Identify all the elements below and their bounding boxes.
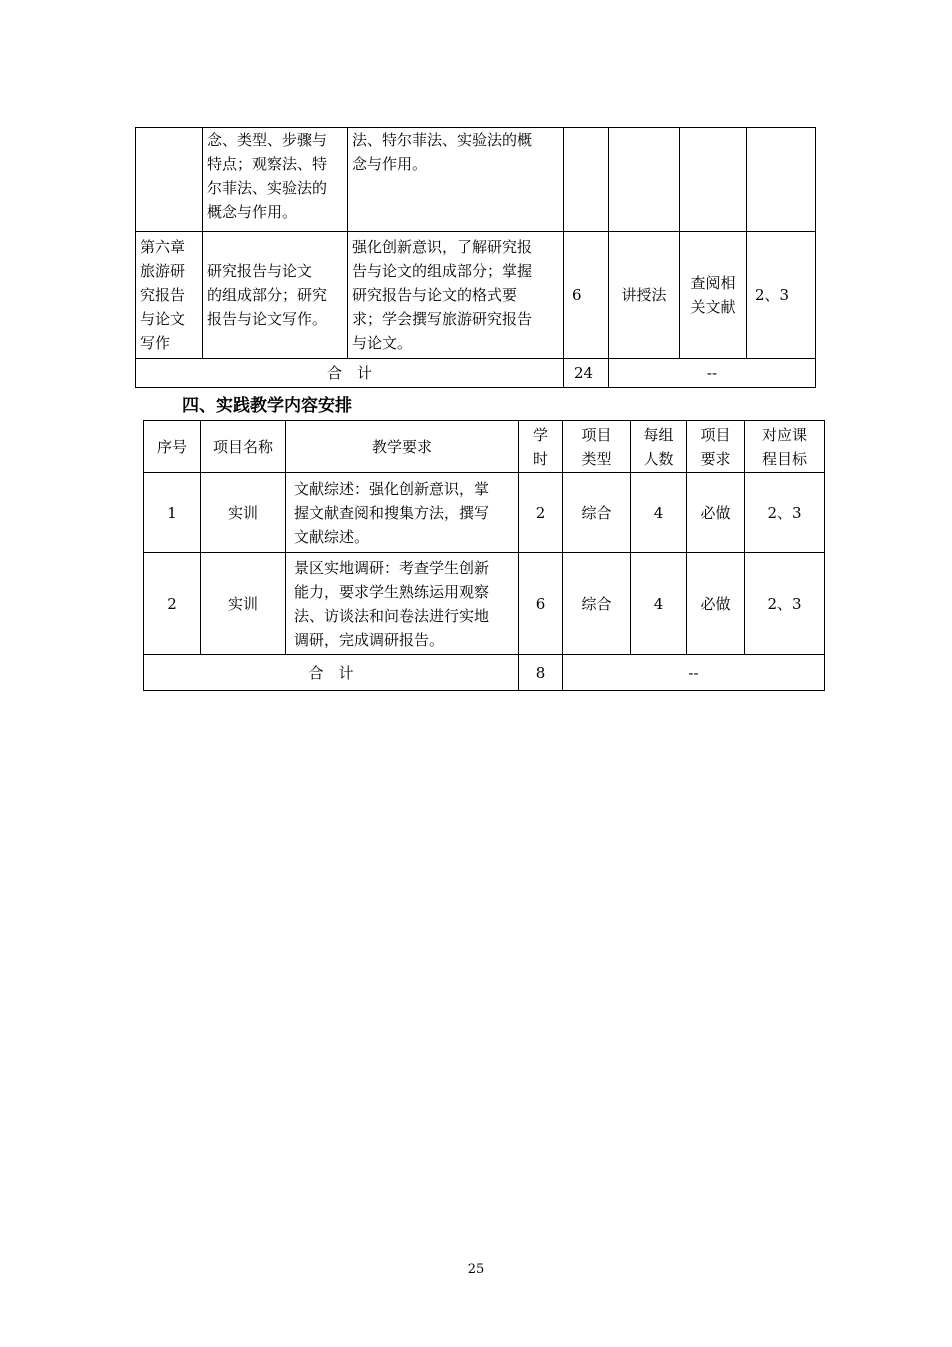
row-no: 2 [144,553,201,655]
table-header-row [144,421,825,473]
total-rest: -- [609,359,816,388]
course-content-table [135,127,816,388]
total-rest: -- [563,655,825,691]
table-cell [680,128,747,232]
row-req: 景区实地调研：考查学生创新 能力，要求学生熟练运用观察 法、访谈法和问卷法进行实地 调研，完成调研报告。 [286,553,519,655]
row-type: 综合 [563,473,631,553]
goal-cell: 2、3 [747,232,816,359]
total-hours: 24 [564,359,609,388]
table-cell [609,128,680,232]
header-group: 每组 人数 [631,421,687,473]
header-no: 序号 [144,421,201,473]
table-row [144,473,825,553]
row-required: 必做 [687,553,745,655]
row-req: 文献综述：强化创新意识，掌 握文献查阅和搜集方法，撰写 文献综述。 [286,473,519,553]
method-cell: 讲授法 [609,232,680,359]
homework-cell: 查阅相 关文献 [680,232,747,359]
row-group: 4 [631,553,687,655]
chapter-content-cell: 研究报告与论文 的组成部分；研究 报告与论文写作。 [203,232,348,359]
table-row [136,128,816,232]
table-cell [564,128,609,232]
row-name: 实训 [201,553,286,655]
hours-cell: 6 [564,232,609,359]
table-total-row [144,655,825,691]
row-hours: 6 [519,553,563,655]
table-total-row [136,359,816,388]
chapter-objectives-cell: 强化创新意识，了解研究报 告与论文的组成部分；掌握 研究报告与论文的格式要 求；学会撰写旅游研究报告 与论文。 [348,232,564,359]
row-name: 实训 [201,473,286,553]
row-group: 4 [631,473,687,553]
table-cell [136,128,203,232]
section-heading: 四、实践教学内容安排 [182,396,352,416]
row-goal: 2、3 [745,553,825,655]
total-label: 合 计 [144,655,519,691]
header-goal: 对应课 程目标 [745,421,825,473]
table-cell: 念、类型、步骤与 特点；观察法、特 尔菲法、实验法的 概念与作用。 [203,128,348,232]
header-type: 项目 类型 [563,421,631,473]
row-no: 1 [144,473,201,553]
row-required: 必做 [687,473,745,553]
table-row [136,232,816,359]
page-number: 25 [467,1262,485,1277]
header-req: 教学要求 [286,421,519,473]
chapter-title-cell: 第六章 旅游研 究报告 与论文 写作 [136,232,203,359]
header-required: 项目 要求 [687,421,745,473]
table-cell [747,128,816,232]
row-type: 综合 [563,553,631,655]
header-hours: 学 时 [519,421,563,473]
table-cell: 法、特尔菲法、实验法的概 念与作用。 [348,128,564,232]
row-goal: 2、3 [745,473,825,553]
practice-teaching-table [143,420,825,691]
total-label: 合 计 [136,359,564,388]
row-hours: 2 [519,473,563,553]
total-hours: 8 [519,655,563,691]
table-row [144,553,825,655]
header-name: 项目名称 [201,421,286,473]
